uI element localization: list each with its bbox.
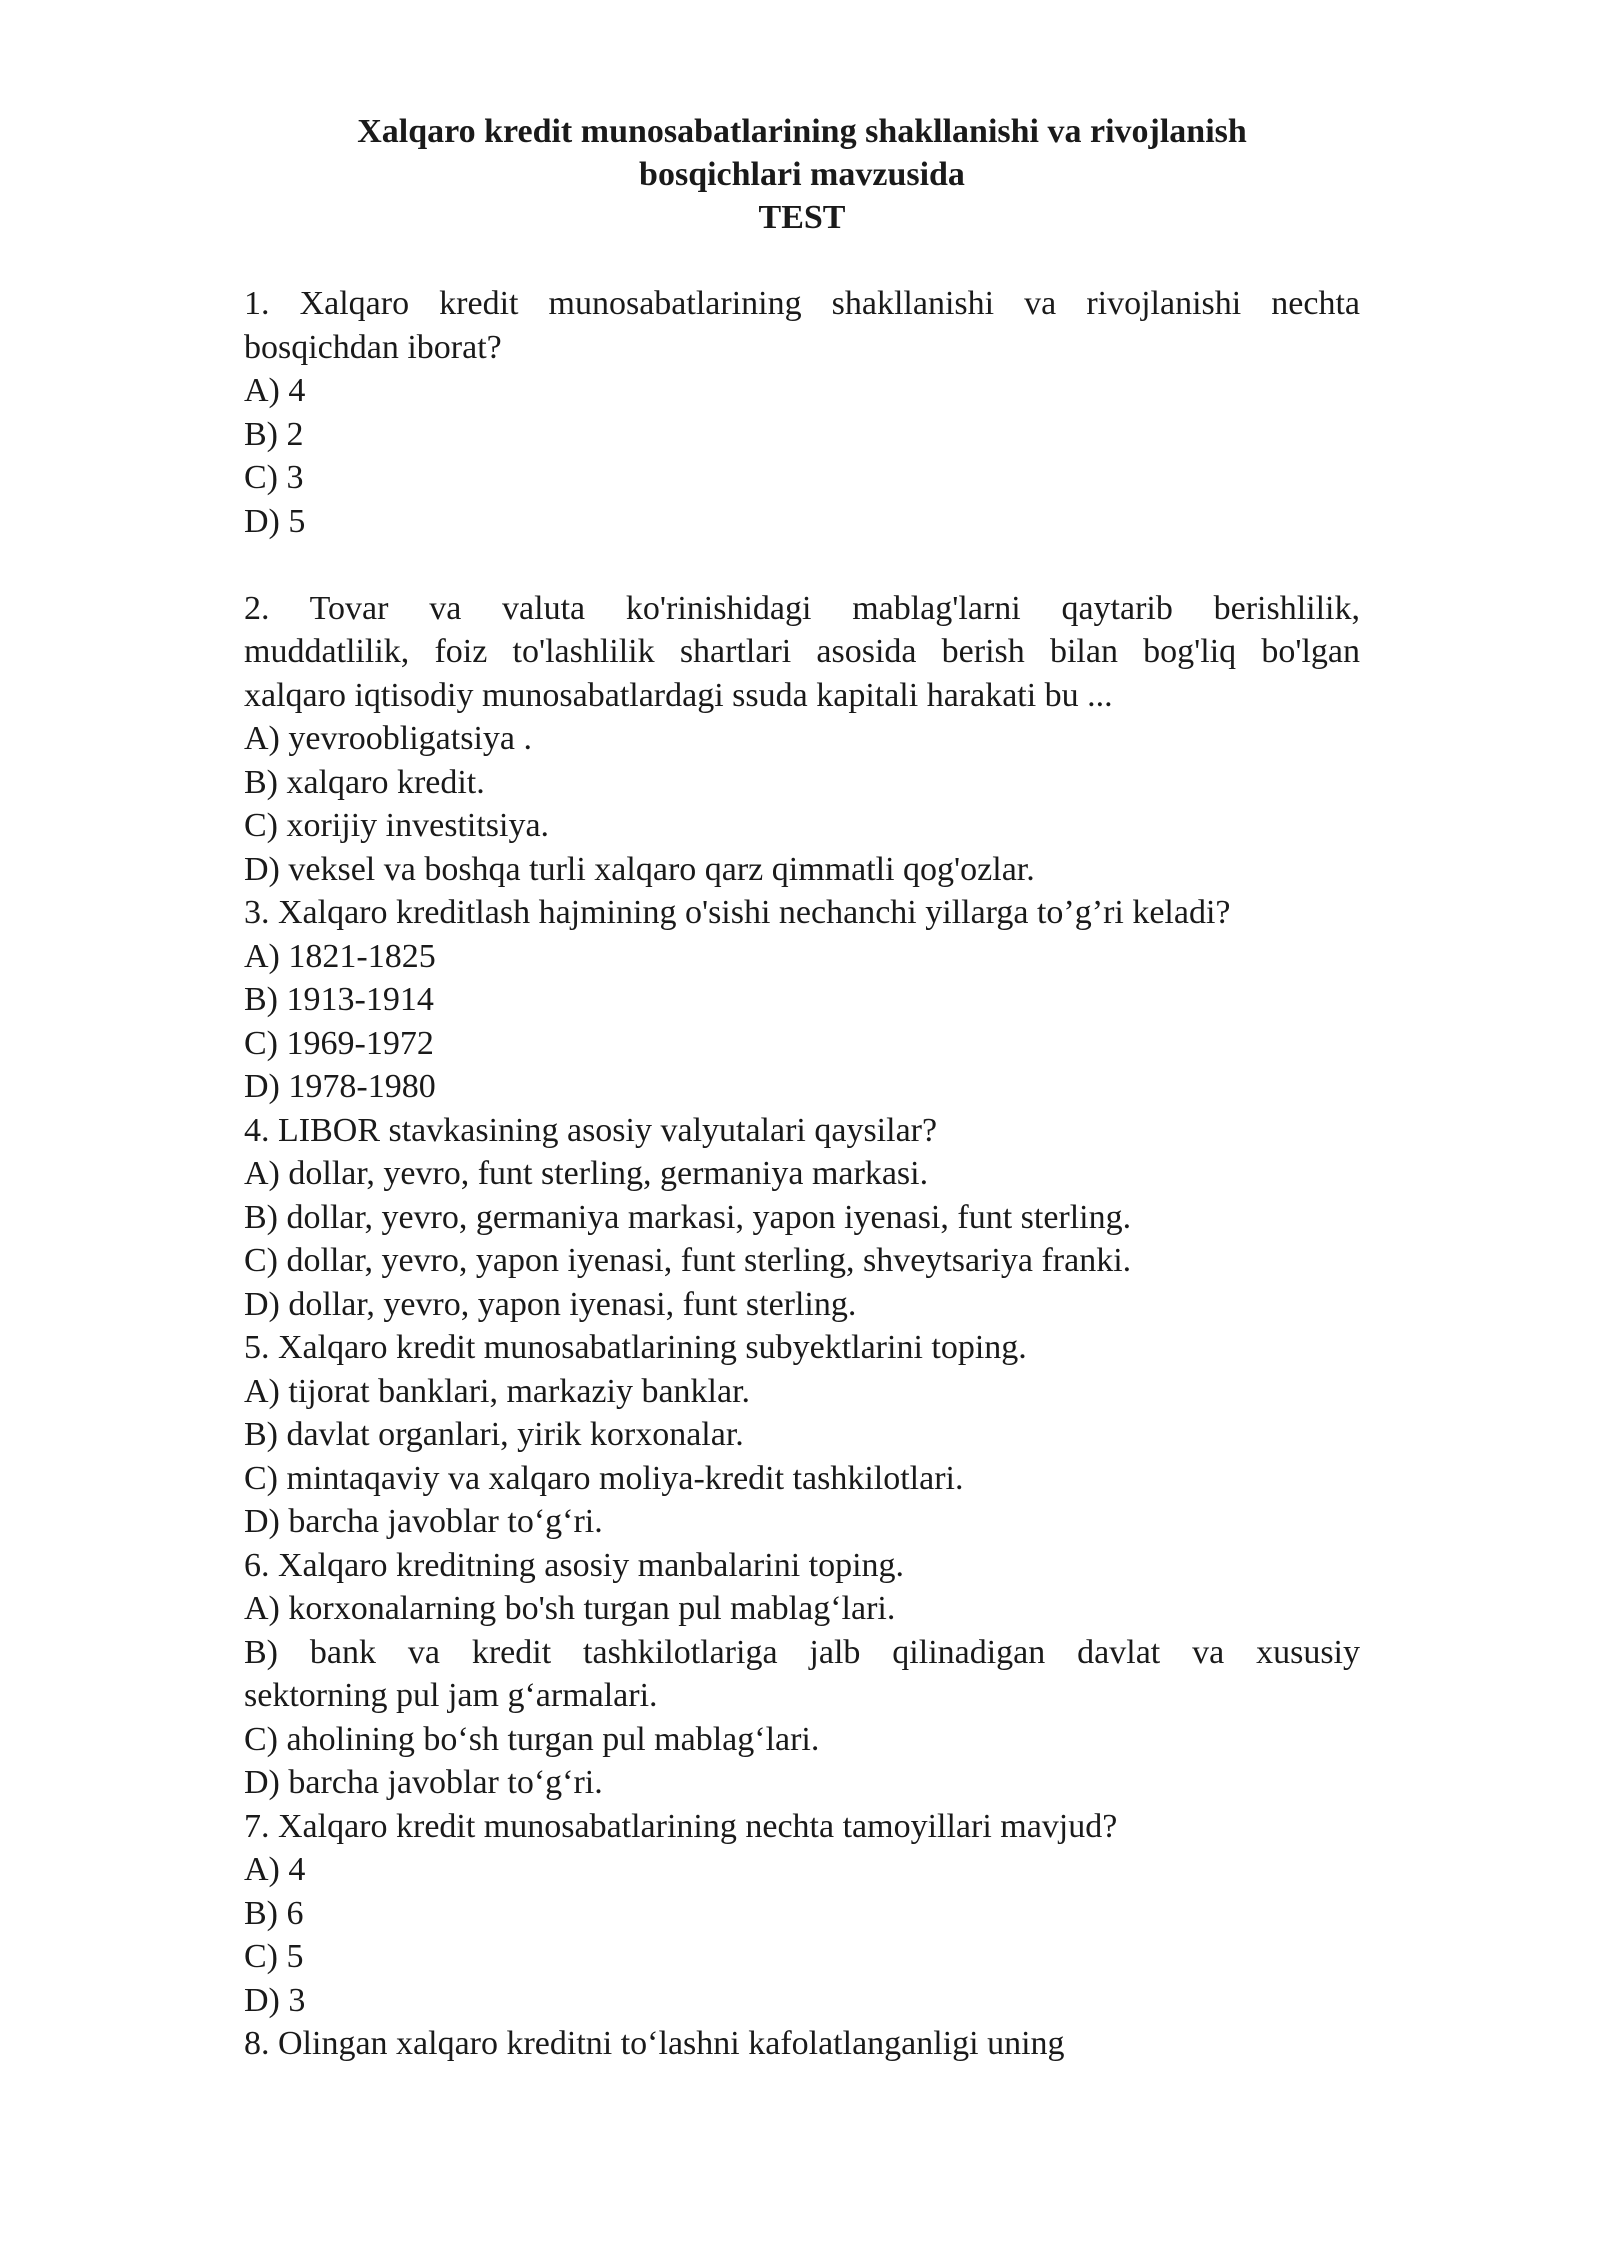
question-text: 5. Xalqaro kredit munosabatlarining subyektlarini toping. <box>244 1329 1027 1366</box>
question-3 <box>244 891 1360 1109</box>
answer-option: B) xalqaro kredit. <box>244 763 485 801</box>
question-text: 3. Xalqaro kreditlash hajmining o'sishi nechanchi yillarga to’g’ri keladi? <box>244 894 1231 931</box>
question-1 <box>244 282 1360 543</box>
answer-option: A) dollar, yevro, funt sterling, germaniya markasi. <box>244 1155 929 1192</box>
document-page <box>244 110 1360 2066</box>
answer-option: A) 4 <box>244 1851 306 1888</box>
answer-option: B) davlat organlari, yirik korxonalar. <box>244 1416 744 1453</box>
answer-option: C) xorijiy investitsiya. <box>244 807 550 844</box>
title-line: bosqichlari mavzusida <box>639 156 965 193</box>
question-4 <box>244 1109 1360 1327</box>
question-text: bosqichdan iborat? <box>244 328 502 366</box>
question-8 <box>244 2022 1360 2066</box>
document-title <box>244 110 1360 239</box>
answer-option: B) 1913-1914 <box>244 981 434 1018</box>
answer-option: B) 6 <box>244 1894 304 1932</box>
question-text: xalqaro iqtisodiy munosabatlardagi ssuda kapitali harakati bu ... <box>244 676 1113 714</box>
answer-option: D) dollar, yevro, yapon iyenasi, funt sterling. <box>244 1285 857 1323</box>
question-5 <box>244 1326 1360 1544</box>
question-text: 1. Xalqaro kredit munosabatlarining shakllanishi va rivojlanishi nechta <box>244 285 1360 322</box>
answer-option: A) korxonalarning bo'sh turgan pul mablag‘lari. <box>244 1590 896 1627</box>
answer-option: A) tijorat banklari, markaziy banklar. <box>244 1372 751 1410</box>
answer-option: D) barcha javoblar to‘g‘ri. <box>244 1764 603 1801</box>
answer-option: B) dollar, yevro, germaniya markasi, yapon iyenasi, funt sterling. <box>244 1198 1132 1236</box>
answer-option: B) 2 <box>244 415 304 453</box>
answer-option: D) 5 <box>244 502 306 540</box>
answer-option: C) 5 <box>244 1938 304 1975</box>
answer-option: C) mintaqaviy va xalqaro moliya-kredit tashkilotlari. <box>244 1459 964 1497</box>
answer-option: C) dollar, yevro, yapon iyenasi, funt sterling, shveytsariya franki. <box>244 1242 1132 1279</box>
question-text: 2. Tovar va valuta ko'rinishidagi mablag'larni qaytarib berishlilik, <box>244 589 1360 627</box>
answer-option: C) aholining bo‘sh turgan pul mablag‘lari. <box>244 1720 820 1758</box>
test-questions <box>244 282 1360 2066</box>
answer-option: C) 3 <box>244 459 304 496</box>
answer-option: D) 1978-1980 <box>244 1068 436 1105</box>
answer-option: A) 1821-1825 <box>244 937 436 975</box>
answer-option: D) veksel va boshqa turli xalqaro qarz qimmatli qog'ozlar. <box>244 850 1035 888</box>
answer-option: A) yevroobligatsiya . <box>244 720 532 757</box>
question-text: 6. Xalqaro kreditning asosiy manbalarini toping. <box>244 1546 905 1584</box>
title-line: Xalqaro kredit munosabatlarining shakllanishi va rivojlanish <box>357 113 1247 150</box>
question-7 <box>244 1805 1360 2023</box>
question-2 <box>244 587 1360 892</box>
spacer <box>244 543 1360 587</box>
answer-option: A) 4 <box>244 372 306 409</box>
answer-option: D) 3 <box>244 1981 306 2019</box>
title-line: TEST <box>758 199 846 236</box>
question-text: 4. LIBOR stavkasining asosiy valyutalari qaysilar? <box>244 1111 938 1149</box>
question-text: 8. Olingan xalqaro kreditni to‘lashni kafolatlanganligi uning <box>244 2025 1065 2062</box>
question-6 <box>244 1544 1360 1805</box>
question-text: muddatlilik, foiz to'lashlilik shartlari asosida berish bilan bog'liq bo'lgan <box>244 633 1360 670</box>
answer-option: sektorning pul jam g‘armalari. <box>244 1677 658 1714</box>
answer-option: D) barcha javoblar to‘g‘ri. <box>244 1503 603 1540</box>
answer-option: C) 1969-1972 <box>244 1024 434 1062</box>
answer-option: B) bank va kredit tashkilotlariga jalb qilinadigan davlat va xususiy <box>244 1633 1360 1671</box>
question-text: 7. Xalqaro kredit munosabatlarining nechta tamoyillari mavjud? <box>244 1807 1118 1845</box>
